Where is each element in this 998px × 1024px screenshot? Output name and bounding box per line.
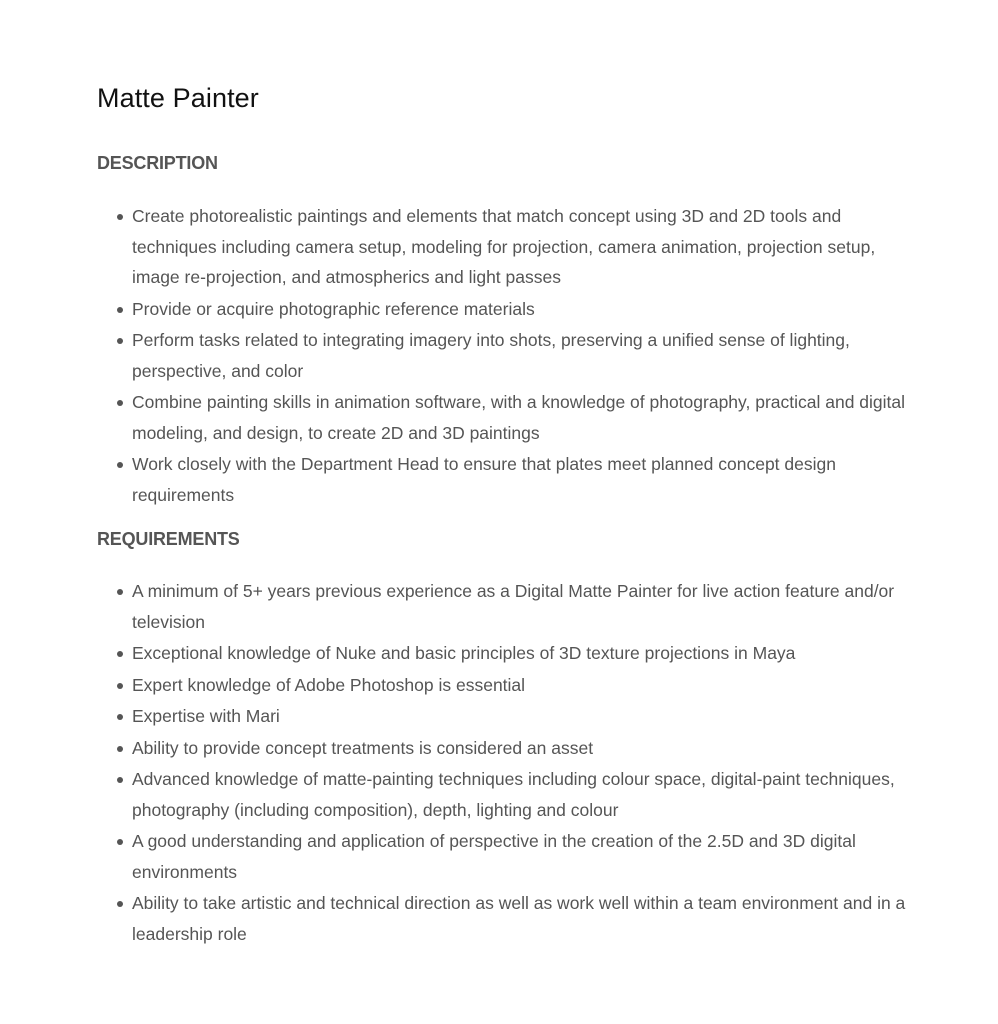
list-item: Expertise with Mari (97, 701, 927, 732)
requirements-heading: REQUIREMENTS (97, 529, 240, 549)
list-item: Expert knowledge of Adobe Photoshop is essential (97, 670, 927, 701)
list-item: Exceptional knowledge of Nuke and basic principles of 3D texture projections in Maya (97, 638, 927, 669)
list-item: Ability to take artistic and technical direction as well as work well within a team environment and in a leadership role (97, 888, 927, 949)
list-item: A minimum of 5+ years previous experience as a Digital Matte Painter for live action feature and/or television (97, 576, 927, 637)
requirements-list (97, 576, 927, 949)
list-item: Perform tasks related to integrating imagery into shots, preserving a unified sense of lighting, perspective, and color (97, 325, 927, 386)
list-item: A good understanding and application of perspective in the creation of the 2.5D and 3D digital environments (97, 826, 927, 887)
list-item: Work closely with the Department Head to ensure that plates meet planned concept design requirements (97, 449, 927, 510)
list-item: Combine painting skills in animation software, with a knowledge of photography, practical and digital modeling, and design, to create 2D and 3D paintings (97, 387, 927, 448)
list-item: Provide or acquire photographic reference materials (97, 294, 927, 325)
job-posting (97, 80, 927, 950)
page-title: Matte Painter (97, 83, 259, 113)
list-item: Advanced knowledge of matte-painting techniques including colour space, digital-paint techniques, photography (including composition), depth, lighting and colour (97, 764, 927, 825)
description-list (97, 201, 927, 510)
list-item: Create photorealistic paintings and elements that match concept using 3D and 2D tools and techniques including camera setup, modeling for projection, camera animation, projection setup, image re-projection, and atmospherics and light passes (97, 201, 927, 293)
description-heading: DESCRIPTION (97, 153, 218, 173)
list-item: Ability to provide concept treatments is considered an asset (97, 733, 927, 764)
